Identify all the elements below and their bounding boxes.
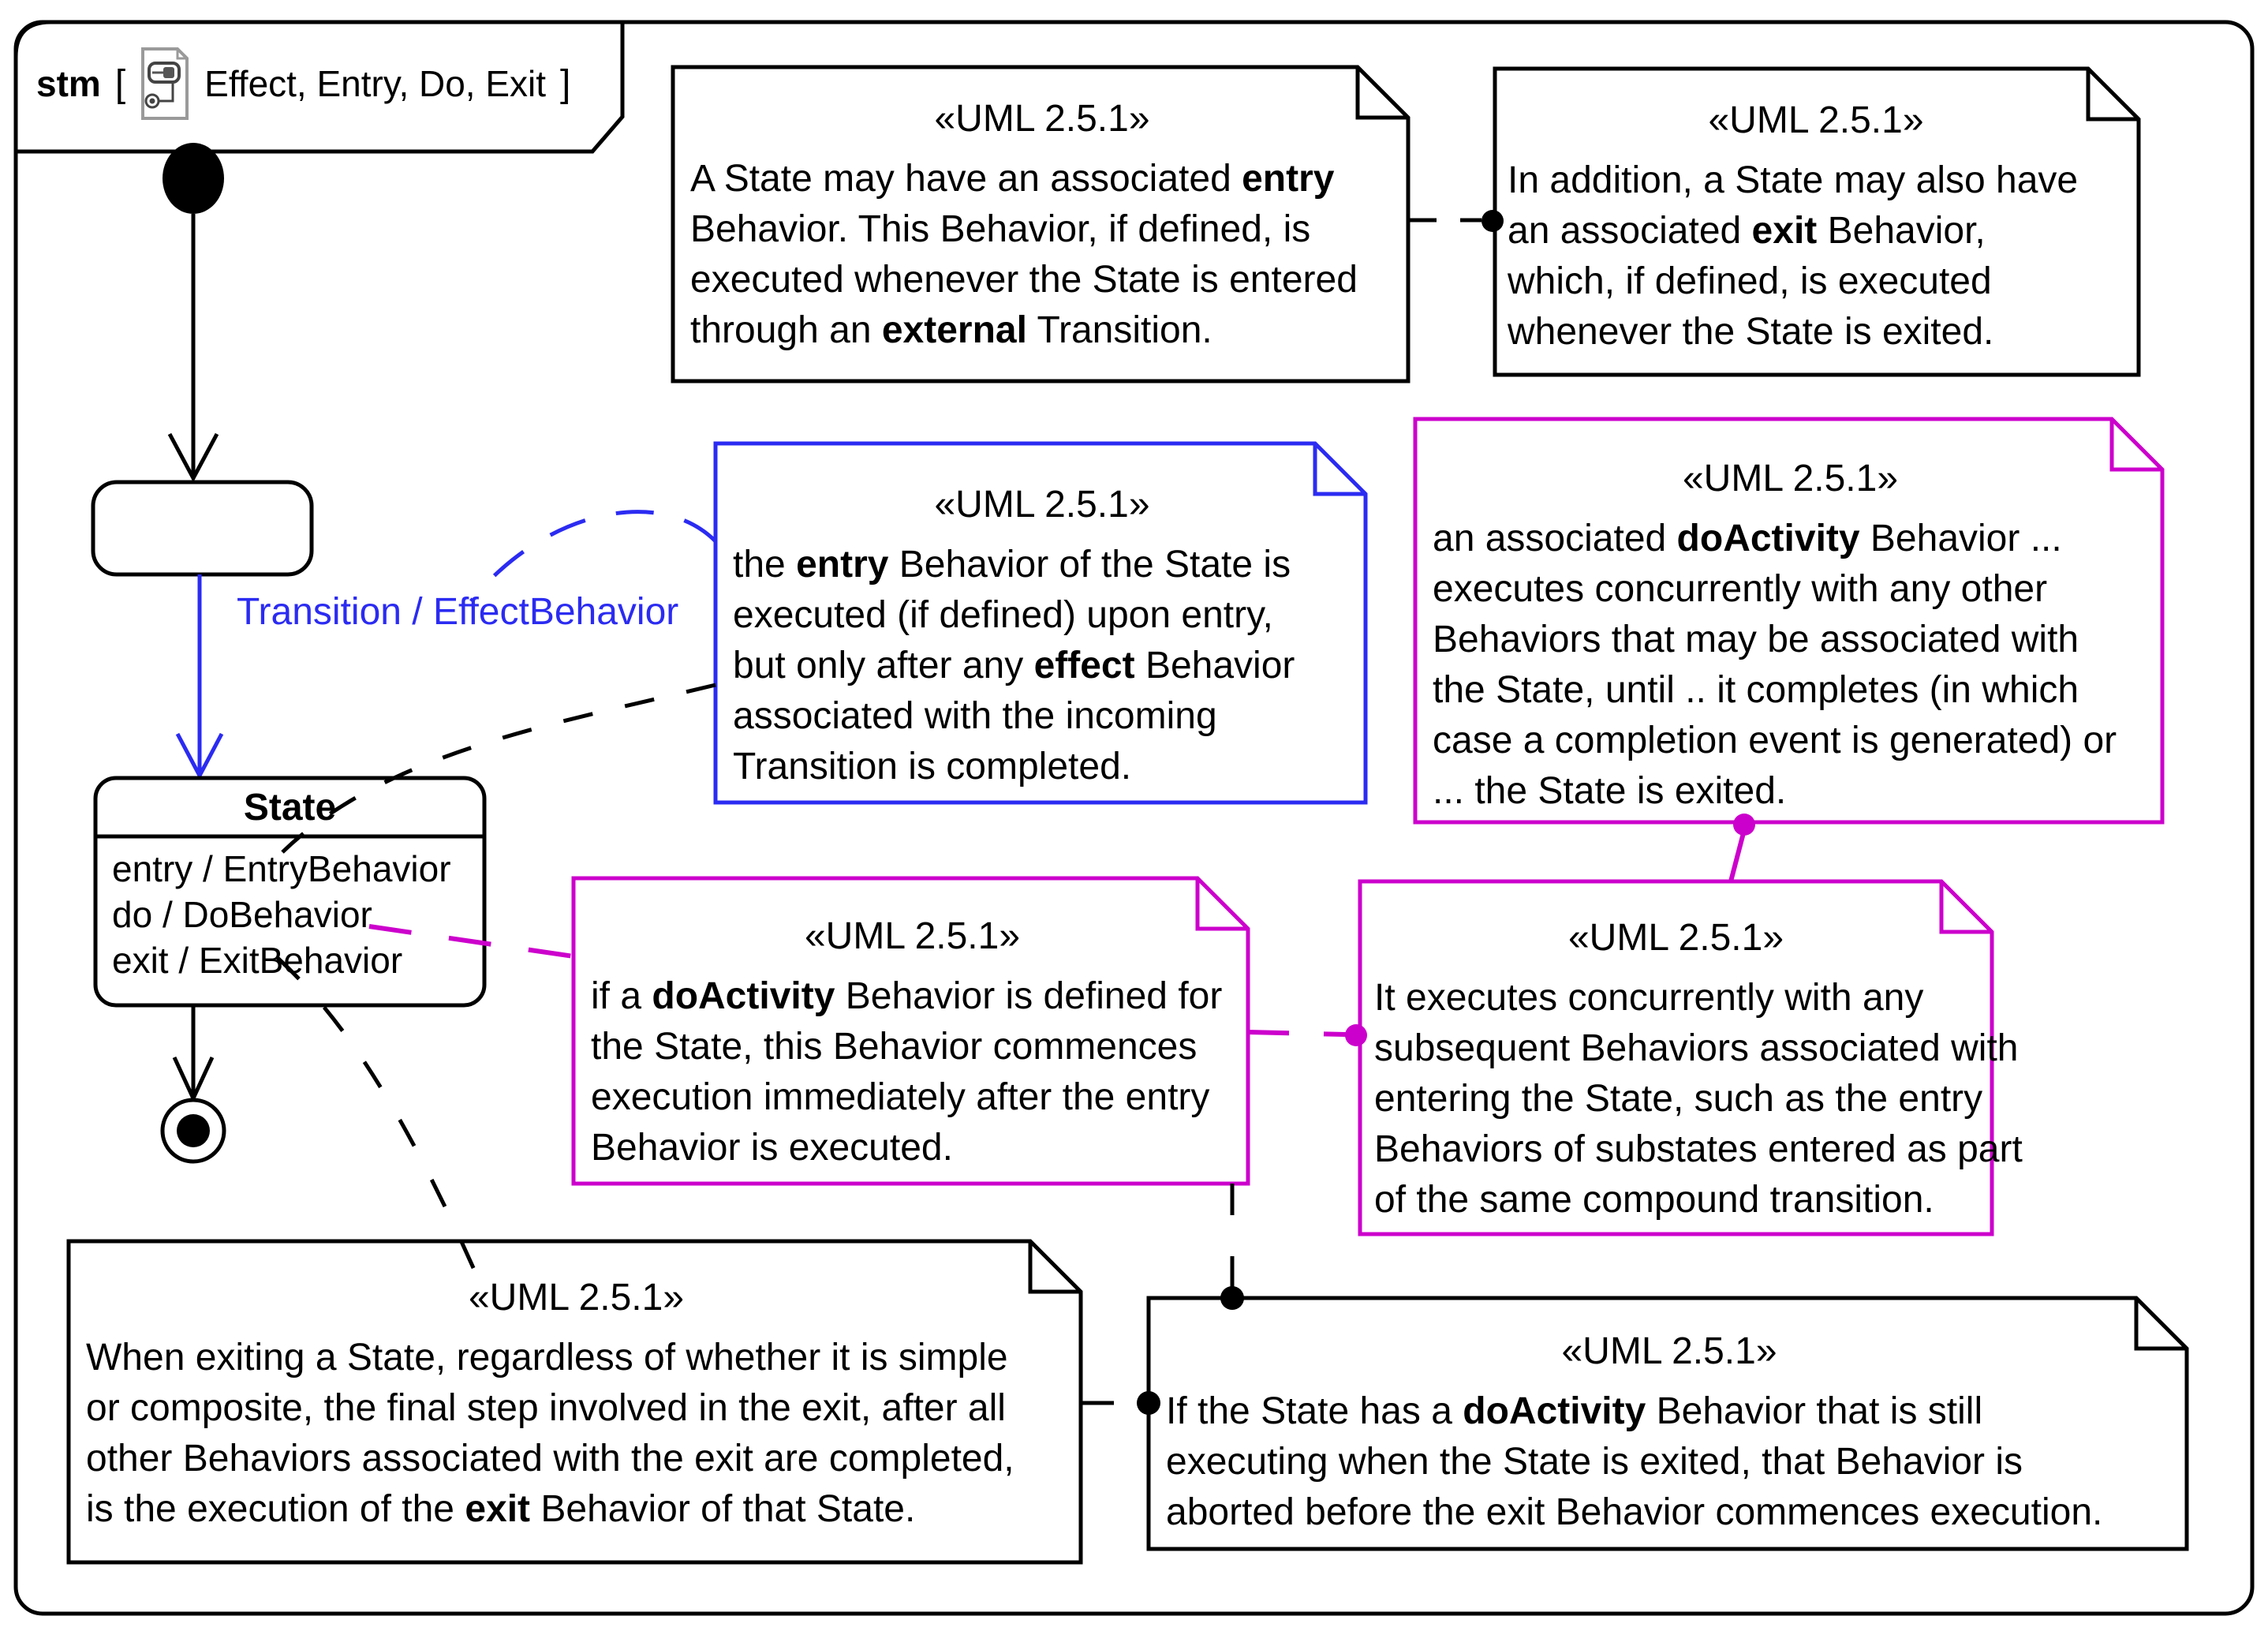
initial-pseudostate bbox=[163, 143, 224, 214]
note-body: if a doActivity Behavior is defined for the State, this Behavior commences execution immediately after the entry Behavior is executed. bbox=[591, 975, 1223, 1169]
entry-behavior-note bbox=[673, 67, 1408, 381]
note-stereotype: «UML 2.5.1» bbox=[1708, 99, 1924, 141]
note-body: the entry Behavior of the State is executed (if defined) upon entry, but only after any effect Behavior associated with the incoming Transition is completed. bbox=[733, 544, 1295, 787]
frame-kind-label: stm bbox=[36, 63, 101, 104]
note-stereotype: «UML 2.5.1» bbox=[468, 1277, 685, 1319]
frame-open-bracket: [ bbox=[114, 62, 126, 105]
state-machine-diagram-icon bbox=[140, 46, 190, 122]
state-name: State bbox=[243, 787, 337, 829]
transition-label: Transition / EffectBehavior bbox=[237, 591, 679, 633]
state-feature-list bbox=[112, 846, 483, 983]
state-exit-feature: exit / ExitBehavior bbox=[112, 940, 403, 981]
state-do-feature: do / DoBehavior bbox=[112, 894, 372, 935]
doactivity-aborted-note bbox=[1149, 1298, 2187, 1549]
final-state-inner bbox=[177, 1114, 210, 1147]
unnamed-state bbox=[93, 482, 312, 574]
frame-diagram-name: Effect, Entry, Do, Exit bbox=[204, 63, 547, 104]
note-stereotype: «UML 2.5.1» bbox=[1567, 917, 1784, 959]
frame-close-bracket: ] bbox=[560, 62, 571, 105]
doactivity-commences-note bbox=[574, 878, 1248, 1184]
frame-tab-content bbox=[36, 36, 570, 131]
note-stereotype: «UML 2.5.1» bbox=[934, 484, 1150, 526]
note-body: an associated doActivity Behavior ... executes concurrently with any other Behaviors that may be associated with the State, until .. it completes (in which case a completion event is generated) or ... the State is exited. bbox=[1433, 518, 2117, 812]
note-body: In addition, a State may also have an associated exit Behavior, which, if defined, is executed whenever the State is exited. bbox=[1508, 159, 2079, 353]
note-body: It executes concurrently with any subsequent Behaviors associated with entering the State, such as the entry Behaviors of substates entered as part of the same compound transition. bbox=[1374, 977, 2023, 1221]
doactivity-concurrent-note bbox=[1415, 419, 2162, 822]
concurrent-subsequent-note bbox=[1360, 881, 2023, 1234]
state-entry-feature: entry / EntryBehavior bbox=[112, 848, 451, 889]
note-body: A State may have an associated entry Behavior. This Behavior, if defined, is executed whenever the State is entered through an external Transition. bbox=[690, 158, 1358, 351]
note-stereotype: «UML 2.5.1» bbox=[804, 915, 1021, 957]
note-stereotype: «UML 2.5.1» bbox=[934, 98, 1150, 140]
note-body: If the State has a doActivity Behavior that is still executing when the State is exited, that Behavior is aborted before the exit Behavior commences execution. bbox=[1166, 1390, 2103, 1533]
note-stereotype: «UML 2.5.1» bbox=[1561, 1330, 1777, 1372]
note-body: When exiting a State, regardless of whether it is simple or composite, the final step involved in the exit, after all other Behaviors associated with the exit are completed, is the execution of the exit Behavior of that State. bbox=[86, 1337, 1014, 1530]
exit-behavior-note bbox=[1495, 69, 2139, 375]
entry-after-effect-note bbox=[716, 443, 1366, 802]
note-stereotype: «UML 2.5.1» bbox=[1682, 458, 1899, 499]
exit-final-step-note bbox=[69, 1241, 1081, 1562]
